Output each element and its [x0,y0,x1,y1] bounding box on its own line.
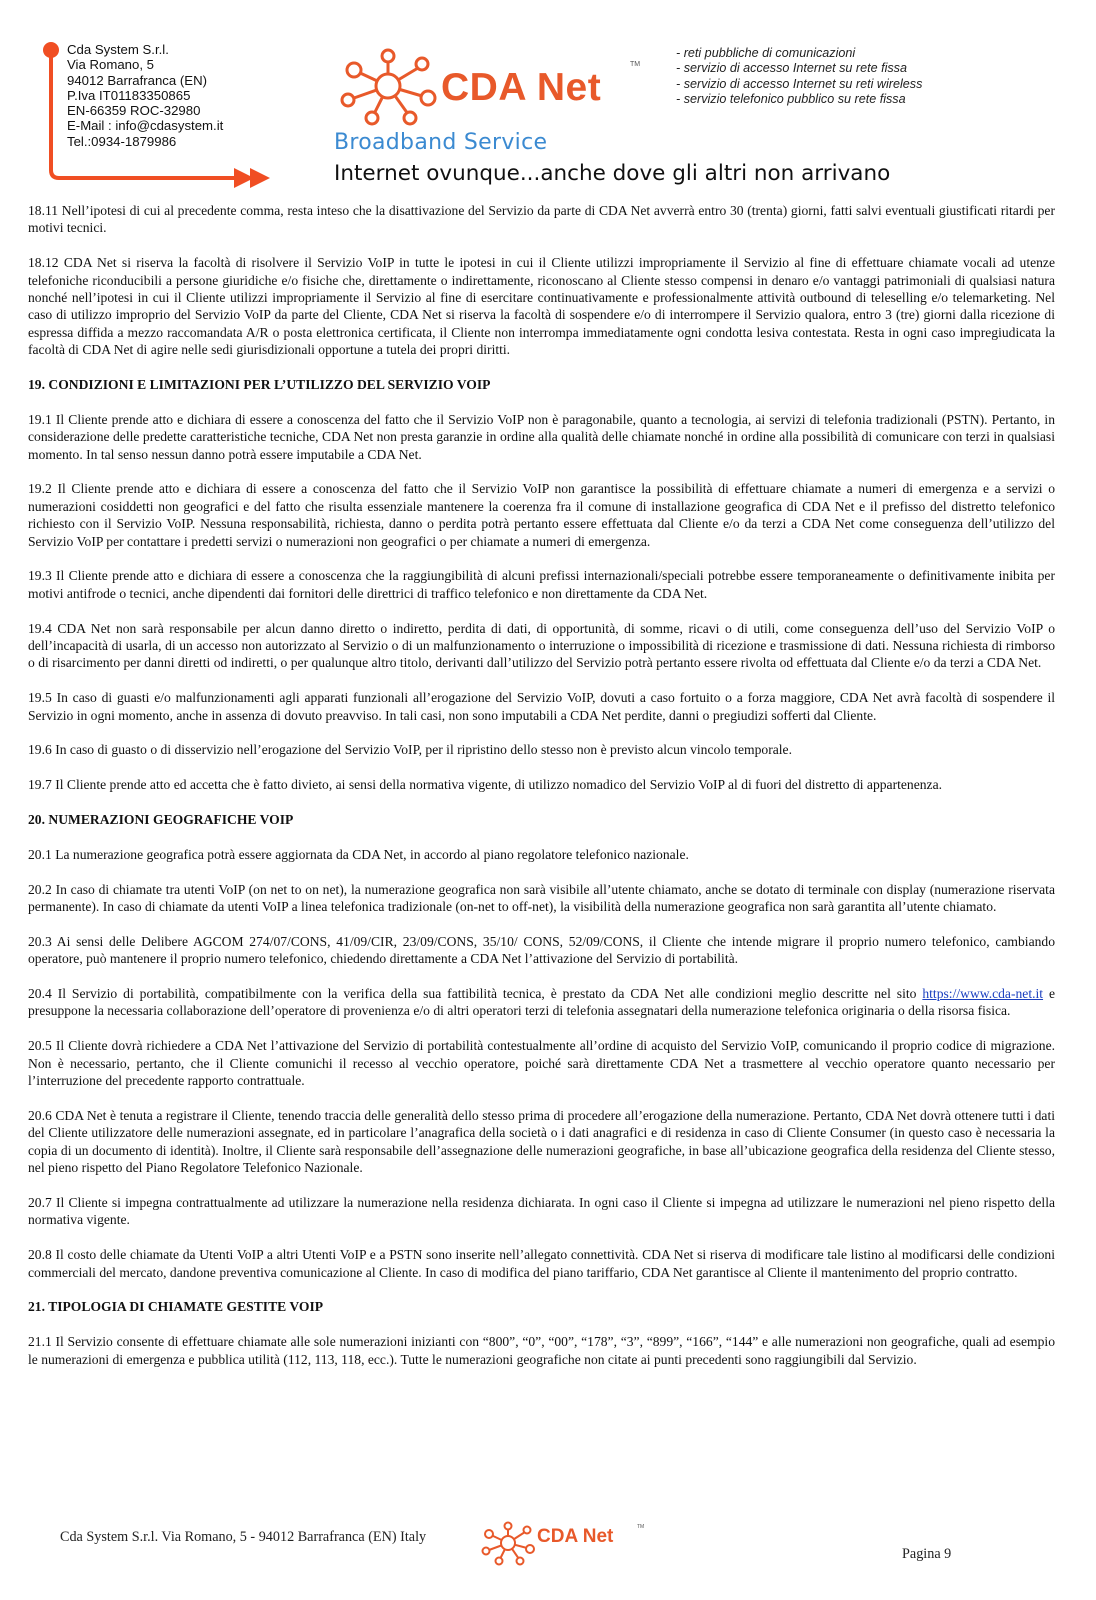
paragraph-20-4 [28,985,1055,1020]
service-item: - servizio di accesso Internet su rete fissa [676,61,907,76]
paragraph-19-3: 19.3 Il Cliente prende atto e dichiara di essere a conoscenza che la raggiungibilità di alcuni prefissi internazionali/speciali potrebbe essere temporaneamente o definitivamente inibita per motivi antifrode o tecnici, anche dipendenti dai fornitori delle direttrici di traffico telefonico e non direttamente da CDA Net. [28,568,1055,601]
paragraph-20-4-text: 20.4 Il Servizio di portabilità, compatibilmente con la verifica della sua fattibilità tecnica, è prestato da CDA Net alle condizioni meglio descritte nel sito [28,986,923,1002]
company-city: 94012 Barrafranca (EN) [67,72,208,88]
company-phone: Tel.:0934-1879986 [67,133,177,149]
page-header [0,0,1096,200]
services-list [676,46,922,107]
paragraph-21-1: 21.1 Il Servizio consente di effettuare chiamate alle sole numerazioni inizianti con “800”, “0”, “00”, “178”, “3”, “899”, “166”, “144” e alle numerazioni non geografiche, quali ad esempio le numerazioni di emergenza e pubblica utilità (112, 113, 118, ecc.). Tutte le numerazioni geografiche non citate ai punti precedenti sono raggiungibili dal Servizio. [28,1334,1055,1367]
section-heading-19: 19. CONDIZIONI E LIMITAZIONI PER L’UTILIZZO DEL SERVIZIO VOIP [28,377,491,393]
document-body [28,202,1055,1385]
logo-trademark: TM [630,61,641,68]
cda-net-logo-icon [338,46,442,126]
broadband-tagline: Broadband Service [334,130,548,155]
section-heading-20: 20. NUMERAZIONI GEOGRAFICHE VOIP [28,812,294,828]
paragraph-19-2: 19.2 Il Cliente prende atto e dichiara di essere a conoscenza del fatto che il Servizio VoIP non garantisce la possibilità di effettuare chiamate a numeri di emergenza e a servizi o numerazioni cosiddetti non geografici e del fatto che risulta essenziale mantenere la coerenza fra il comune di installazione geografica di CDA Net e il prefisso del distretto telefonico richiesto con il Servizio VoIP. Nessuna responsabilità, richiesta, danno o perdita potrà pertanto essere effettuata dal Cliente e/o da terzi a CDA Net come conseguenza dell’utilizzo del Servizio VoIP per contattare i predetti servizi o numerazioni non geografici o per chiamate a numeri di emergenza. [28,481,1055,549]
footer-logo-wordmark: CDA Net [537,1526,614,1547]
paragraph-20-5: 20.5 Il Cliente dovrà richiedere a CDA Net l’attivazione del Servizio di portabilità contestualmente all’ordine di acquisto del Servizio VoIP, comunicando il proprio codice di migrazione. Non è necessario, pertanto, che il Cliente comunichi il recesso al vecchio operatore, poiché sarà direttamente CDA Net a trasmettere al vecchio operatore quanto necessario per l’interruzione del precedente rapporto contrattuale. [28,1038,1055,1089]
footer-address: Cda System S.r.l. Via Romano, 5 - 94012 Barrafranca (EN) Italy [60,1529,427,1545]
paragraph-20-4-text-end: e presuppone la necessaria collaborazione dell’operatore di provenienza e/o di altri operatori terzi di telefonia assegnatari della numerazione telefonica originaria o della risorsa fisica. [28,986,1055,1019]
service-item: - servizio telefonico pubblico su rete fissa [676,91,906,106]
company-email: E-Mail : info@cdasystem.it [67,118,224,134]
slogan: Internet ovunque...anche dove gli altri non arrivano [334,161,891,186]
paragraph-20-3: 20.3 Ai sensi delle Delibere AGCOM 274/07/CONS, 41/09/CIR, 23/09/CONS, 35/10/ CONS, 52/09/CONS, il Cliente che intende migrare il proprio numero telefonico, cambiando operatore, può mantenere il proprio numero telefonico, chiedendo direttamente a CDA Net l’attivazione del Servizio di portabilità. [28,933,1055,967]
company-info [67,42,223,149]
paragraph-20-8: 20.8 Il costo delle chiamate da Utenti VoIP a altri Utenti VoIP e a PSTN sono inserite nell’allegato connettività. CDA Net si riserva di modificare tale listino al modificarsi delle condizioni commerciali del mercato, dandone preventiva comunicazione al Cliente. In caso di modifica del piano tariffario, CDA Net garantisce al Cliente il mantenimento del proprio contratto. [28,1247,1055,1280]
paragraph-19-1: 19.1 Il Cliente prende atto e dichiara di essere a conoscenza del fatto che il Servizio VoIP non è paragonabile, quanto a tecnologia, ai servizi di telefonia tradizionali (PSTN). Pertanto, in considerazione delle predette caratteristiche tecniche, CDA Net non presta garanzie in ordine alla qualità delle chiamate nonché in ordine alla possibilità di comunicare con terzi in qualsiasi momento. In tal senso nessun danno potrà essere imputabile a CDA Net. [28,411,1055,462]
paragraph-18-11: 18.11 Nell’ipotesi di cui al precedente comma, resta inteso che la disattivazione del Servizio da parte di CDA Net avverrà entro 30 (trenta) giorni, fatti salvi eventuali giustificati ritardi per motivi tecnici. [28,203,1055,236]
paragraph-19-7: 19.7 Il Cliente prende atto ed accetta che è fatto divieto, ai sensi della normativa vigente, di utilizzo nomadico del Servizio VoIP al di fuori del distretto di appartenenza. [28,777,943,793]
paragraph-19-5: 19.5 In caso di guasti e/o malfunzionamenti agli apparati funzionali all’erogazione del Servizio VoIP, dovuti a caso fortuito o a forza maggiore, CDA Net avrà facoltà di sospendere il Servizio in ogni momento, anche in assenza di dovuto preavviso. In tali casi, non sono imputabili a CDA Net perdite, danni o pregiudizi sofferti dal Cliente. [28,690,1055,723]
section-heading-21: 21. TIPOLOGIA DI CHIAMATE GESTITE VOIP [28,1299,324,1315]
paragraph-18-12: 18.12 CDA Net si riserva la facoltà di risolvere il Servizio VoIP in tutte le ipotesi in cui il Cliente utilizzi impropriamente il Servizio al fine di effettuare chiamate vocali ad utenze telefoniche riconducibili a persone giuridiche e/o fisiche che, direttamente o indirettamente, riconoscano al Cliente stesso compensi in denaro e/o vantaggi patrimoniali di qualsiasi natura nonché nell’ipotesi in cui il Cliente utilizzi impropriamente il Servizio al fine di esercitare continuativamente e professionalmente attività outbound di teleselling e/o telemarketing. Nel caso di utilizzo improprio del Servizio VoIP da parte del Cliente, CDA Net si riserva la facoltà di sospendere e/o di interrompere il Servizio qualora, entro 3 (tre) giorni dalla ricezione di espressa diffida a mezzo raccomandata A/R o posta elettronica certificata, il Cliente non interrompa immediatamente ogni condotta lesiva contestata. Resta in ogni caso impregiudicata la facoltà di CDA Net di agire nelle sedi giurisdizionali opportune a tutela dei propri diritti. [28,255,1055,358]
paragraph-20-1: 20.1 La numerazione geografica potrà essere aggiornata da CDA Net, in accordo al piano regolatore telefonico nazionale. [28,846,689,862]
paragraph-20-7: 20.7 Il Cliente si impegna contrattualmente ad utilizzare la numerazione nella residenza dichiarata. In ogni caso il Cliente si impegna ad utilizzare le numerazioni nel pieno rispetto della normativa vigente. [28,1194,1055,1228]
company-name: Cda System S.r.l. [67,42,169,57]
paragraph-19-6: 19.6 In caso di guasto o di disservizio nell’erogazione del Servizio VoIP, per il ripristino dello stesso non è previsto alcun vincolo temporale. [28,742,792,758]
company-street: Via Romano, 5 [67,57,154,73]
page-number: Pagina 9 [902,1546,952,1562]
logo-wordmark: CDA Net [441,66,602,109]
company-vat: P.Iva IT01183350865 [67,87,191,103]
page-footer [0,1510,1096,1600]
paragraph-19-4: 19.4 CDA Net non sarà responsabile per alcun danno diretto o indiretto, perdita di dati, di opportunità, di somme, ricavi o di utili, come conseguenza dell’uso del Servizio VoIP o dell’incapacità di usarla, di un accesso non autorizzato al Servizio o di un malfunzionamento o interruzione o impossibilità di ricezione e trasmissione di dati. Nessuna richiesta di rimborso o di risarcimento per danni diretti od indiretti, o per qualunque altro titolo, derivanti dall’utilizzo del Servizio potrà pertanto essere rivolta od effettuata dal Cliente e/o da terzi a CDA Net. [28,620,1055,671]
paragraph-20-2: 20.2 In caso di chiamate tra utenti VoIP (on net to on net), la numerazione geografica non sarà visibile all’utente chiamato, anche se dotato di terminale con display (numerazione riservata permanente). In caso di chiamate da utenti VoIP a linea telefonica tradizionale (on-net to off-net), la visibilità della numerazione geografica non sarà garantita all’utente chiamato. [28,881,1055,915]
service-item: - reti pubbliche di comunicazioni [676,46,856,60]
paragraph-20-6: 20.6 CDA Net è tenuta a registrare il Cliente, tenendo traccia delle generalità dello stesso prima di procedere all’erogazione della numerazione. Pertanto, CDA Net dovrà ottenere tutti i dati del Cliente utilizzatore delle numerazioni assegnate, ed in particolare l’anagrafica della società o i dati anagrafici e di residenza in caso di Cliente Consumer (in questo caso è necessaria la copia di un documento di identità). Inoltre, il Cliente sarà responsabile dell’assegnazione delle numerazioni geografiche, in base all’ubicazione geografica della residenza del Cliente stesso, nel pieno rispetto del Piano Regolatore Telefonico Nazionale. [28,1107,1055,1176]
service-item: - servizio di accesso Internet su reti wireless [676,76,923,91]
website-link[interactable]: https://www.cda-net.it [922,986,1044,1002]
footer-logo-trademark: TM [637,1524,645,1530]
footer-logo-icon [481,1520,537,1566]
company-registry: EN-66359 ROC-32980 [67,103,201,119]
